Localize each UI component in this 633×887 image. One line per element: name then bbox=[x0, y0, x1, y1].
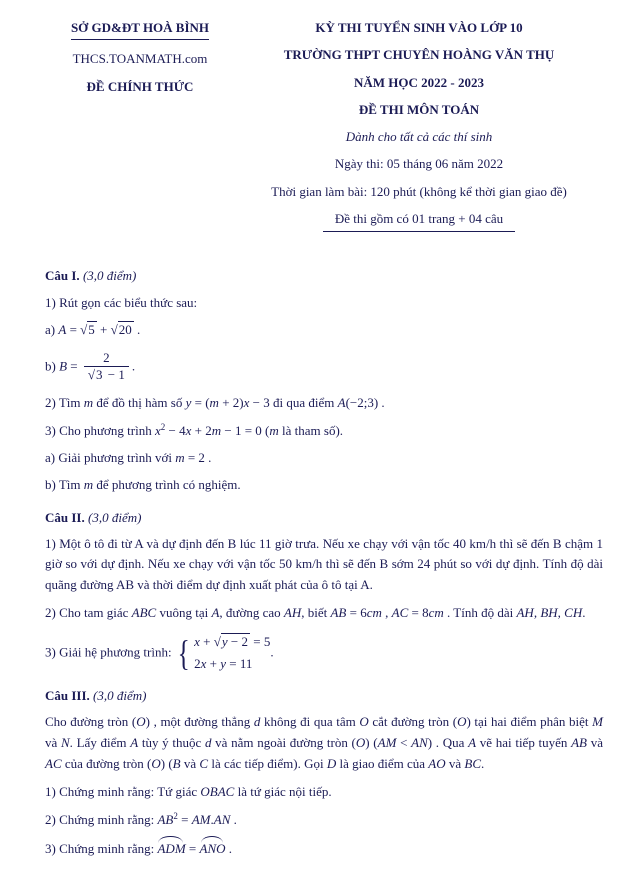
exam-date: Ngày thi: 05 tháng 06 năm 2022 bbox=[334, 156, 504, 172]
section-1-title: Câu I. bbox=[45, 268, 80, 283]
section-2-points: (3,0 điểm) bbox=[88, 509, 142, 525]
audience-note: Dành cho tất cả các thí sinh bbox=[345, 129, 493, 144]
exam-title: KỲ THI TUYỂN SINH VÀO LỚP 10 bbox=[315, 20, 523, 35]
section-1-item-3b: b) Tìm m để phương trình có nghiệm. bbox=[45, 476, 241, 492]
exam-body bbox=[45, 267, 603, 859]
section-3-item-1: 1) Chứng minh rằng: Tứ giác OBAC là tứ giác nội tiếp. bbox=[45, 783, 332, 799]
page-count-note bbox=[235, 211, 603, 232]
system-equation-2: 2x + y = 11 bbox=[194, 655, 253, 671]
section-3-heading bbox=[45, 687, 603, 706]
section-1-points: (3,0 điểm) bbox=[82, 268, 137, 283]
section-1-heading bbox=[45, 267, 603, 286]
section-1-item-2: 2) Tìm m để đồ thị hàm số y = (m + 2)x − 3 đi qua điểm A(−2;3) . bbox=[45, 395, 385, 411]
section-2-item-3 bbox=[45, 633, 603, 674]
subject-title: ĐỀ THI MÔN TOÁN bbox=[358, 101, 480, 117]
system-equation-1: x + √y − 2 = 5 bbox=[194, 633, 271, 649]
section-2-item-2: 2) Cho tam giác ABC vuông tại A, đường cao AH, biết AB = 6cm , AC = 8cm . Tính độ dài AH, BH, CH. bbox=[45, 604, 586, 620]
department-name-text: SỞ GD&ĐT HOÀ BÌNH bbox=[71, 20, 209, 40]
section-3-item-2: 2) Chứng minh rằng: $AB^2 = AM.AN$ . bbox=[45, 810, 237, 827]
section-1-item-1: 1) Rút gọn các biểu thức sau: bbox=[45, 294, 198, 310]
header-right-column bbox=[235, 16, 603, 243]
header-left-column bbox=[45, 16, 235, 243]
website-link[interactable]: THCS.TOANMATH.com bbox=[72, 51, 208, 67]
page-count-text: Đề thi gồm có 01 trang + 04 câu bbox=[323, 211, 515, 232]
system-equations bbox=[192, 633, 270, 674]
section-1-item-3: 3) Cho phương trình $x^2 - 4x + 2m - 1 = 0$ (m là tham số). bbox=[45, 422, 344, 439]
department-name bbox=[45, 20, 235, 40]
school-name: TRƯỜNG THPT CHUYÊN HOÀNG VĂN THỤ bbox=[283, 47, 555, 63]
section-1-item-1a: a) A = √5 + √20 . bbox=[45, 321, 141, 337]
equation-system bbox=[175, 632, 274, 674]
exam-duration: Thời gian làm bài: 120 phút (không kể thời gian giao đề) bbox=[271, 183, 567, 199]
school-year: NĂM HỌC 2022 - 2023 bbox=[354, 74, 484, 90]
exam-header bbox=[45, 16, 603, 243]
section-2-item-1: 1) Một ô tô đi từ A và dự định đến B lúc 11 giờ trưa. Nếu xe chạy với vận tốc 40 km/h thì sẽ đến B chậm 1 giờ so với dự định. Nếu xe chạy với vận tốc 50 km/h thì sẽ đến B sớm 24 phút so với dự định. Tính độ dài quãng đường AB và thời điểm dự định xuất phát của ô tô tại A. bbox=[45, 535, 603, 593]
section-3-title: Câu III. bbox=[45, 688, 90, 704]
section-3-item-3: 3) Chứng minh rằng: ADM = ANO . bbox=[45, 837, 603, 859]
section-2-item-3-label: 3) Giải hệ phương trình: bbox=[45, 644, 175, 660]
section-2-title: Câu II. bbox=[45, 509, 85, 525]
system-brace: { bbox=[177, 632, 190, 673]
section-1-item-1b: b) B = $\frac{2}{√3 - 1}$ . bbox=[45, 349, 136, 383]
section-3-intro: Cho đường tròn (O) , một đường thẳng d không đi qua tâm O cắt đường tròn (O) tại hai điểm phân biệt M và N. Lấy điểm A tùy ý thuộc d và nằm ngoài đường tròn (O) (AM < AN) . Qua A vẽ hai tiếp tuyến AB và AC của đường tròn (O) (B và C là các tiếp điểm). Gọi D là giao điểm của AO và BC. bbox=[45, 714, 603, 771]
system-period: . bbox=[270, 644, 274, 660]
section-3-points: (3,0 điểm) bbox=[93, 688, 147, 704]
section-1-item-3a: a) Giải phương trình với m = 2 . bbox=[45, 450, 212, 465]
official-exam-label: ĐỀ CHÍNH THỨC bbox=[86, 78, 194, 94]
section-2-heading bbox=[45, 509, 603, 528]
